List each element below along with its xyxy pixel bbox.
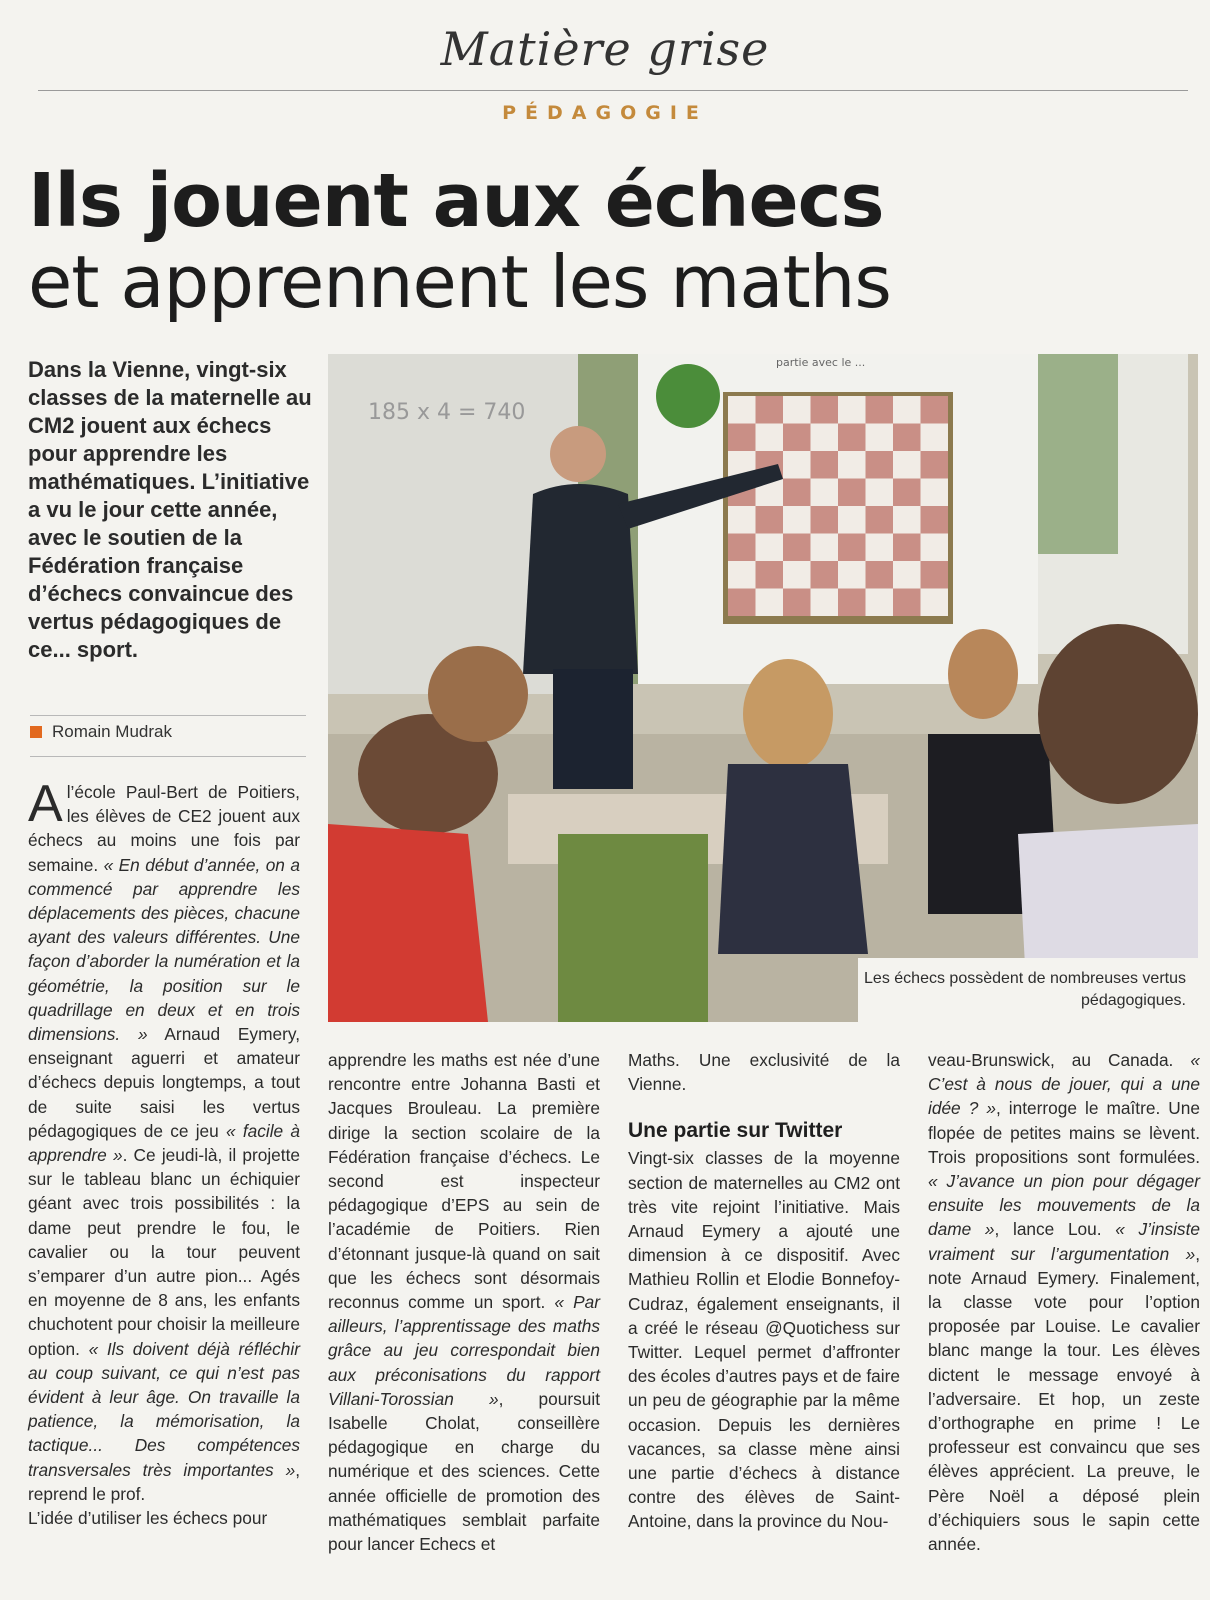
chessboard-square	[893, 534, 921, 562]
board-caption-text: partie avec le ...	[776, 356, 866, 369]
chessboard-square	[756, 424, 784, 452]
byline-author: Romain Mudrak	[52, 722, 172, 741]
photo-caption: Les échecs possèdent de nombreuses vertus pédagogiques.	[858, 958, 1198, 1022]
chessboard-square	[893, 424, 921, 452]
chessboard-square	[866, 451, 894, 479]
chessboard-square	[783, 451, 811, 479]
col3-paragraph-1: Maths. Une exclusivité de la Vienne.	[628, 1050, 900, 1095]
chessboard-square	[866, 534, 894, 562]
chessboard-square	[921, 396, 949, 424]
col1-quote-2: « facile à apprendre »	[28, 1120, 300, 1166]
col1-text-3: . Ce jeudi-là, il projette sur le tableau blanc un échiquier géant avec trois possibilités : la dame peut prendre le fou, le cavalier ou la tour peuvent s’emparer d’un autre pion... Agés en moyenne de 8 ans, les enfants chuchotent pour choisir la meilleure option.	[28, 1145, 301, 1359]
chessboard-square	[921, 506, 949, 534]
chessboard-square	[838, 479, 866, 507]
chessboard-square	[921, 589, 949, 617]
col1-text-4: , reprend le prof.	[28, 1459, 300, 1504]
chessboard-square	[783, 424, 811, 452]
col1-paragraph-1	[28, 775, 301, 1506]
chessboard-square	[921, 561, 949, 589]
chessboard-square	[811, 396, 839, 424]
chessboard-square	[838, 396, 866, 424]
column-3	[628, 1048, 900, 1534]
chessboard-square	[811, 589, 839, 617]
chessboard-square	[838, 451, 866, 479]
chessboard-square	[921, 479, 949, 507]
col4-quote-2: « J’avance un pion pour dégager ensuite les mouvements de la dame »	[928, 1171, 1200, 1240]
col4-text-1: veau-Brunswick, au Canada.	[928, 1050, 1191, 1070]
chessboard-square	[756, 561, 784, 589]
headline-line-1: Ils jouent aux échecs	[28, 158, 884, 244]
column-2	[328, 1048, 600, 1556]
section-label: PÉDAGOGIE	[502, 102, 708, 124]
chessboard-square	[811, 506, 839, 534]
chessboard-square	[866, 589, 894, 617]
col2-text-1: apprendre les maths est née d’une rencontre entre Johanna Basti et Jacques Brouleau. La première dirige la section scolaire de la Fédération française d’échecs. Le second est inspecteur pédagogique d’EPS au sein de l’académie de Poitiers. Rien d’étonnant jusque-là quand on sait que les échecs sont désormais reconnus comme un sport.	[328, 1050, 600, 1313]
col1-paragraph-2: L’idée d’utiliser les échecs pour	[28, 1508, 268, 1529]
projected-chessboard	[723, 392, 953, 624]
byline-rule-top	[30, 715, 306, 716]
chessboard-square	[728, 589, 756, 617]
chessboard-square	[921, 534, 949, 562]
chessboard-square	[811, 451, 839, 479]
chessboard-square	[838, 561, 866, 589]
chessboard-square	[866, 479, 894, 507]
column-4	[928, 1048, 1200, 1556]
col1-quote-1: « En début d’année, on a commencé par apprendre les déplacements des pièces, chacune ayant des valeurs différentes. Une façon d’aborder la numération et la géométrie, la position sur le quadrillage en deux et en trois dimensions. »	[28, 854, 300, 1045]
chessboard-square	[728, 534, 756, 562]
chessboard-square	[756, 506, 784, 534]
chessboard-square	[783, 561, 811, 589]
byline-rule-bottom	[30, 756, 306, 757]
col2-paragraph	[328, 1048, 600, 1556]
chessboard-square	[866, 396, 894, 424]
chessboard-square	[838, 424, 866, 452]
rubric-title: Matière grise	[440, 22, 770, 76]
col1-text-intro: l’école Paul-Bert de Poitiers, les élèves de CE2 jouent aux échecs au moins une fois par semaine.	[28, 782, 300, 875]
col4-quote-3: « J’insiste vraiment sur l’argumentation »	[928, 1219, 1200, 1264]
chessboard-square	[893, 589, 921, 617]
chessboard-square	[783, 396, 811, 424]
chessboard-square	[756, 396, 784, 424]
chessboard-square	[866, 506, 894, 534]
chessboard-square	[756, 589, 784, 617]
col4-text-2: , interroge le maître. Une flopée de petites mains se lèvent. Trois propositions sont formulées.	[928, 1098, 1200, 1167]
classroom-photo-illustration	[328, 354, 1198, 1022]
col4-text-3: , lance Lou.	[994, 1219, 1116, 1240]
col4-quote-1: « C’est à nous de jouer, qui a une idée ? »	[928, 1050, 1200, 1119]
chessboard-square	[866, 424, 894, 452]
chessboard-square	[783, 589, 811, 617]
whiteboard-math: 185 x 4 = 740	[368, 400, 526, 425]
header-rule	[38, 90, 1188, 91]
chessboard-square	[893, 561, 921, 589]
col1-quote-3: « Ils doivent déjà réfléchir au coup suivant, ce qui n’est pas évident à leur âge. On travaille la patience, la mémorisation, la tactique... Des compétences transversales très importantes »	[28, 1338, 300, 1480]
chessboard-square	[921, 424, 949, 452]
chessboard-square	[728, 561, 756, 589]
col2-quote: « Par ailleurs, l’apprentissage des maths grâce au jeu correspondait bien aux préconisations du rapport Villani-Torossian »	[328, 1292, 600, 1409]
chessboard-square	[893, 479, 921, 507]
chessboard-square	[728, 424, 756, 452]
chessboard-square	[838, 506, 866, 534]
chessboard-square	[893, 451, 921, 479]
headline-line-2: et apprennent les maths	[28, 240, 891, 324]
chessboard-square	[728, 396, 756, 424]
chessboard-square	[893, 506, 921, 534]
byline-square-icon	[30, 726, 42, 738]
chessboard-square	[783, 506, 811, 534]
column-1	[28, 775, 301, 1530]
chessboard-square	[811, 424, 839, 452]
lead-paragraph: Dans la Vienne, vingt-six classes de la maternelle au CM2 jouent aux échecs pour apprendre les mathématiques. L’initiative a vu le jour cette année, avec le soutien de la Fédération française d’échecs convaincue des vertus pédagogiques de ce... sport.	[28, 357, 312, 662]
col4-text-4: , note Arnaud Eymery. Finalement, la classe vote pour l’option proposée par Louise. Le cavalier blanc mange la tour. Les élèves dictent le message envoyé à l’adversaire. Et hop, un zeste d’orthographe en prime ! Le professeur est convaincu que ses élèves apprécient. La preuve, le Père Noël a déposé plein d’échiquiers sous le sapin cette année.	[928, 1243, 1200, 1555]
chessboard-square	[811, 479, 839, 507]
col2-text-2: , poursuit Isabelle Cholat, conseillère pédagogique en charge du numérique et des sciences. Cette année officielle de promotion des mathématiques semblait parfaite pour lancer Echecs et	[328, 1388, 600, 1555]
chessboard-square	[783, 479, 811, 507]
chessboard-square	[756, 534, 784, 562]
chessboard-square	[728, 506, 756, 534]
chessboard-square	[783, 534, 811, 562]
chessboard-square	[866, 561, 894, 589]
chessboard-square	[921, 451, 949, 479]
article-photo	[328, 354, 1198, 1022]
dropcap: A	[28, 775, 63, 833]
col4-paragraph	[928, 1048, 1200, 1556]
chessboard-square	[893, 396, 921, 424]
chessboard-square	[811, 534, 839, 562]
byline	[30, 722, 172, 742]
subheading: Une partie sur Twitter	[628, 1119, 843, 1143]
col1-text-2: Arnaud Eymery, enseignant aguerri et amateur d’échecs depuis longtemps, a tout de suite saisi les vertus pédagogiques de ce jeu	[28, 1024, 300, 1141]
chessboard-square	[838, 534, 866, 562]
chessboard-square	[811, 561, 839, 589]
col3-paragraph-2: Vingt-six classes de la moyenne section de maternelles au CM2 ont très vite rejoint l’initiative. Mais Arnaud Eymery a ajouté une dimension à ce dispositif. Avec Mathieu Rollin et Elodie Bonnefoy-Cudraz, également enseignants, il a créé le réseau @Quotichess sur Twitter. Lequel permet d’affronter des écoles d’autres pays et de faire un peu de géographie par la même occasion. Depuis les dernières vacances, sa classe mène ainsi une partie d’échecs à distance contre des élèves de Saint-Antoine, dans la province du Nou-	[628, 1148, 900, 1532]
chessboard-square	[838, 589, 866, 617]
